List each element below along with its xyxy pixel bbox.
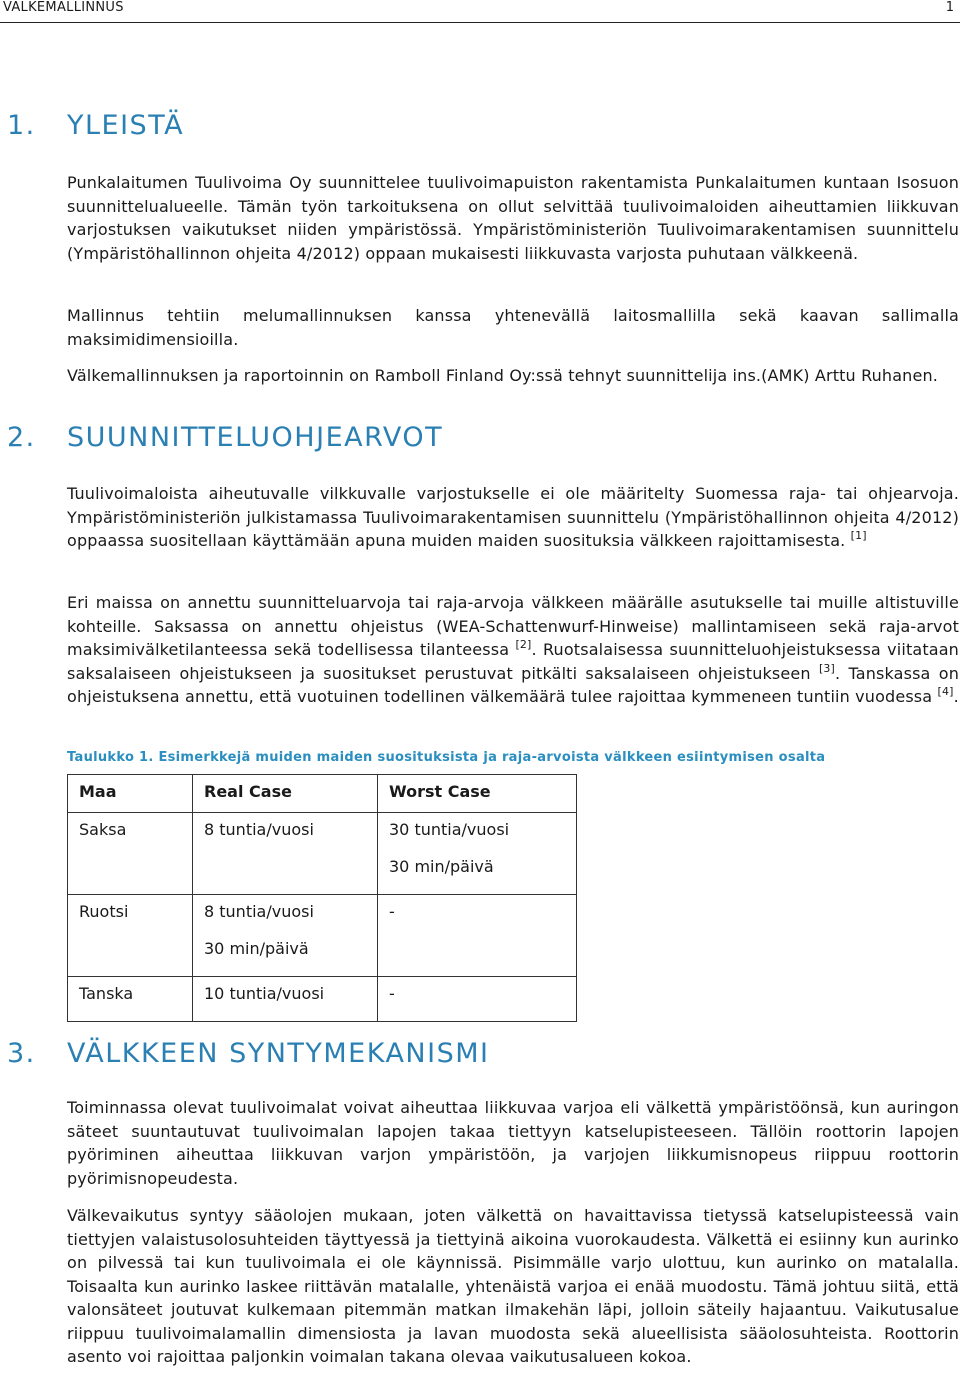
section-2-heading — [7, 422, 443, 453]
page-header — [0, 0, 960, 23]
paragraph: Mallinnus tehtiin melumallinnuksen kanssa yhtenevällä laitosmallilla sekä kaavan sallimalla maksimidimensioilla. — [67, 306, 959, 349]
section-title: YLEISTÄ — [67, 110, 185, 141]
recommendations-table — [67, 774, 577, 1022]
section-number: 3. — [7, 1038, 36, 1069]
table-header-cell: Real Case — [193, 775, 378, 813]
paragraph: Eri maissa on annettu suunnitteluarvoja tai raja-arvoja välkkeen määrälle asutukselle tai muille altistuville kohteille. Saksassa on annettu ohjeistus (WEA-Schattenwurf-Hinweise) mallintamiseen sekä raja-arvot maksimivälketilanteessa sekä todellisessa tilanteessa [2]. Ruotsalaisessa suunnitteluohjeistuksessa viitataan saksalaiseen ohjeistukseen ja suositukset perustuvat pitkälti saksalaiseen ohjeistukseen [3]. Tanskassa on ohjeistuksena annettu, että vuotuinen todellinen välkemäärä tulee rajoittaa kymmeneen tuntiin vuodessa [4]. — [67, 593, 959, 706]
reference-marker: [3] — [818, 661, 835, 675]
table-cell: - — [378, 895, 577, 977]
table-cell: 8 tuntia/vuosi 30 min/päivä — [193, 895, 378, 977]
paragraph: Välkevaikutus syntyy sääolojen mukaan, joten välkettä on havaittavissa tietyssä katselupisteessä vain tiettyjen valaistusolosuhteiden täyttyessä ja tiettyinä aikoina vuorokaudesta. Välkettä ei esiinny kun aurinko on pilvessä tai kun tuulivoimala ei ole käynnissä. Pisimmälle varjo ulottuu, kun aurinko on matalalla. Toisaalta kun aurinko laskee riittävän matalalle, yhtenäistä varjoa ei enää muodostu. Tämä johtuu siitä, että valonsäteet joutuvat kulkemaan pitemmän matkan ilmakehän läpi, jolloin säteily hajaantuu. Vaikutusalue riippuu tuulivoimalamallin dimensiosta ja lavan muodosta sekä alueellisista sääolosuhteista. Roottorin asento voi rajoittaa paljonkin voimalan takana olevaa vaikutusalueen kokoa. — [67, 1206, 959, 1366]
table-cell: Ruotsi — [68, 895, 193, 977]
paragraph: Tuulivoimaloista aiheutuvalle vilkkuvalle varjostukselle ei ole määritelty Suomessa raja- tai ohjearvoja. Ympäristöministeriön julkistamassa Tuulivoimarakentamisen suunnittelu (Ympäristöhallinnon ohjeita 4/2012) oppaassa suositellaan käyttämään apuna muiden maiden suosituksia välkkeen rajoittamisesta. [1] — [67, 484, 959, 550]
table-header-row — [68, 775, 577, 813]
table-cell: 8 tuntia/vuosi — [193, 813, 378, 895]
table-cell: Tanska — [68, 977, 193, 1022]
paragraph: Välkemallinnuksen ja raportoinnin on Ramboll Finland Oy:ssä tehnyt suunnittelija ins.(AMK) Arttu Ruhanen. — [67, 366, 938, 385]
section-number: 1. — [7, 110, 36, 141]
reference-marker: [2] — [515, 638, 532, 651]
document-title: VÄLKEMALLINNUS — [3, 0, 124, 15]
section-3-heading — [7, 1038, 490, 1069]
section-title: VÄLKKEEN SYNTYMEKANISMI — [67, 1038, 490, 1069]
reference-marker: [4] — [937, 685, 954, 698]
table-header-cell: Worst Case — [378, 775, 577, 813]
table-row — [68, 895, 577, 977]
reference-marker: [1] — [850, 529, 867, 542]
table-header-cell: Maa — [68, 775, 193, 813]
table-cell: 30 tuntia/vuosi 30 min/päivä — [378, 813, 577, 895]
section-number: 2. — [7, 422, 36, 453]
table-cell: 10 tuntia/vuosi — [193, 977, 378, 1022]
paragraph: Toiminnassa olevat tuulivoimalat voivat aiheuttaa liikkuvaa varjoa eli välkettä ympäristöönsä, kun auringon säteet suuntautuvat tuulivoimalan lapojen takaa tiettyyn katselupisteeseen. Tällöin roottorin lapojen pyöriminen aiheuttaa liikkuvan varjon ympäristöön, ja varjojen liikkumisnopeus riippuu roottorin pyörimisnopeudesta. — [67, 1098, 959, 1188]
table-caption: Taulukko 1. Esimerkkejä muiden maiden suosituksista ja raja-arvoista välkkeen esiintymisen osalta — [67, 750, 826, 765]
section-title: SUUNNITTELUOHJEARVOT — [67, 422, 444, 453]
paragraph: Punkalaitumen Tuulivoima Oy suunnittelee tuulivoimapuiston rakentamista Punkalaitumen kuntaan Isosuon suunnittelualueelle. Tämän työn tarkoituksena on ollut selvittää tuulivoimaloiden aiheuttamien liikkuvan varjostuksen vaikutukset niiden ympäristössä. Ympäristöministeriön Tuulivoimarakentamisen suunnittelu (Ympäristöhallinnon ohjeita 4/2012) oppaan mukaisesti liikkuvasta varjosta puhutaan välkkeenä. — [67, 173, 959, 263]
page-number: 1 — [945, 0, 954, 15]
table-cell: Saksa — [68, 813, 193, 895]
table-row — [68, 813, 577, 895]
table-cell: - — [378, 977, 577, 1022]
table-row — [68, 977, 577, 1022]
section-1-heading — [7, 110, 184, 141]
